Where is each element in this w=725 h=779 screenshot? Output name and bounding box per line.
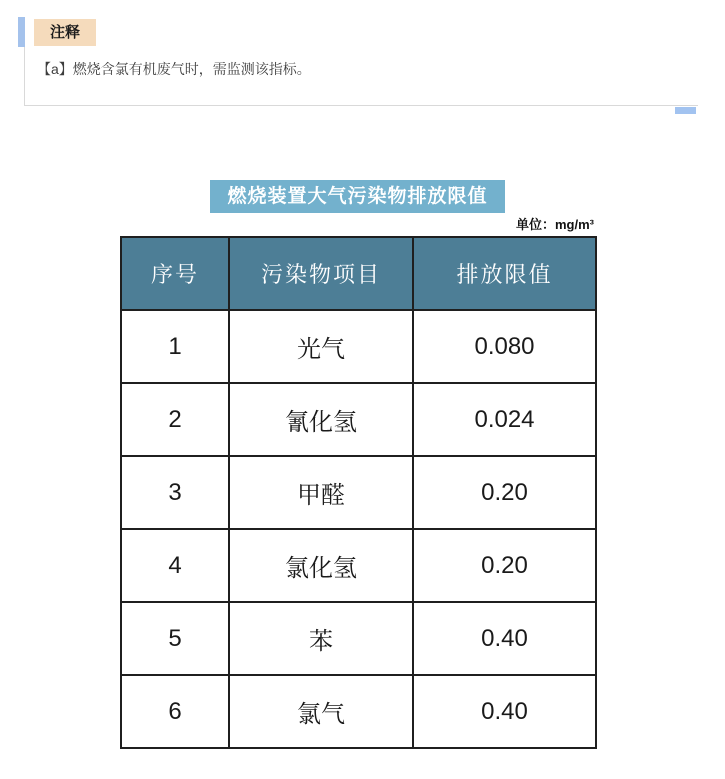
table-cell: 0.20	[413, 529, 596, 602]
table-row	[121, 310, 596, 383]
table-cell: 0.40	[413, 675, 596, 748]
table-cell: 氯化氢	[229, 529, 413, 602]
emission-table-section	[120, 180, 595, 749]
table-cell: 0.024	[413, 383, 596, 456]
table-cell: 0.40	[413, 602, 596, 675]
column-header: 污染物项目	[229, 237, 413, 310]
table-row	[121, 383, 596, 456]
table-cell: 光气	[229, 310, 413, 383]
table-cell: 4	[121, 529, 229, 602]
table-row	[121, 456, 596, 529]
table-cell: 0.080	[413, 310, 596, 383]
note-text: 【a】燃烧含氯有机废气时，需监测该指标。	[37, 61, 311, 77]
table-cell: 3	[121, 456, 229, 529]
note-accent-bar	[18, 17, 25, 47]
table-cell: 甲醛	[229, 456, 413, 529]
column-header: 排放限值	[413, 237, 596, 310]
table-header-row	[121, 237, 596, 310]
table-cell: 2	[121, 383, 229, 456]
table-cell: 苯	[229, 602, 413, 675]
table-row	[121, 529, 596, 602]
emission-limits-table	[120, 236, 597, 749]
table-body	[121, 310, 596, 748]
table-title: 燃烧装置大气污染物排放限值	[210, 180, 504, 213]
column-header: 序号	[121, 237, 229, 310]
table-row	[121, 675, 596, 748]
table-cell: 1	[121, 310, 229, 383]
table-cell: 0.20	[413, 456, 596, 529]
table-cell: 氯气	[229, 675, 413, 748]
table-cell: 氰化氢	[229, 383, 413, 456]
note-label: 注释	[34, 19, 96, 46]
unit-label: 单位：mg/m³	[515, 217, 594, 232]
note-section	[0, 17, 725, 106]
horizontal-scrollbar-thumb[interactable]	[675, 107, 696, 114]
table-row	[121, 602, 596, 675]
table-cell: 5	[121, 602, 229, 675]
note-box	[24, 17, 698, 106]
table-cell: 6	[121, 675, 229, 748]
